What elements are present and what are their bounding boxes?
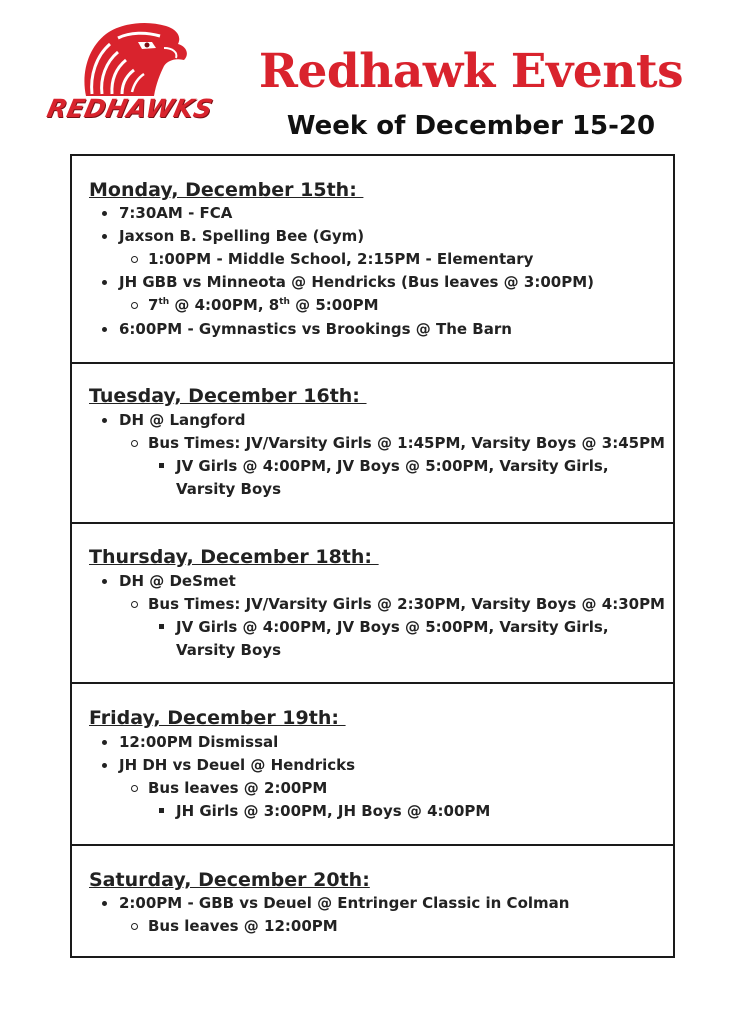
list-item: Jaxson B. Spelling Bee (Gym) [119, 225, 364, 248]
day-section-monday [72, 156, 673, 364]
list-item: Bus leaves @ 2:00PM [148, 777, 327, 800]
list-item: JH GBB vs Minneota @ Hendricks (Bus leaves @ 3:00PM) [119, 271, 594, 294]
logo-wordmark: REDHAWKS [44, 94, 216, 123]
day-heading: Friday, December 19th: [89, 707, 346, 729]
day-heading: Saturday, December 20th: [89, 869, 370, 891]
list-item: 12:00PM Dismissal [119, 731, 278, 754]
events-table [70, 154, 675, 958]
list-item: DH @ DeSmet [119, 570, 236, 593]
page-title: Redhawk Events [258, 44, 684, 99]
day-heading: Monday, December 15th: [89, 179, 364, 201]
list-item: 2:00PM - GBB vs Deuel @ Entringer Classic in Colman [119, 892, 569, 915]
day-heading: Tuesday, December 16th: [89, 385, 367, 407]
list-item: Bus Times: JV/Varsity Girls @ 2:30PM, Varsity Boys @ 4:30PM [148, 593, 665, 616]
day-heading: Thursday, December 18th: [89, 546, 379, 568]
day-section-saturday [72, 846, 673, 956]
list-item: JH DH vs Deuel @ Hendricks [119, 754, 355, 777]
list-item: JV Girls @ 4:00PM, JV Boys @ 5:00PM, Varsity Girls, Varsity Boys [176, 616, 666, 662]
list-item: 6:00PM - Gymnastics vs Brookings @ The Barn [119, 318, 512, 341]
list-item: 7th @ 4:00PM, 8th @ 5:00PM [148, 294, 379, 317]
hawk-head-icon [26, 18, 230, 98]
day-section-thursday [72, 524, 673, 684]
redhawks-logo [26, 18, 230, 130]
day-section-tuesday [72, 364, 673, 524]
list-item: 7:30AM - FCA [119, 202, 232, 225]
list-item: 1:00PM - Middle School, 2:15PM - Elementary [148, 248, 533, 271]
day-section-friday [72, 684, 673, 846]
list-item: JV Girls @ 4:00PM, JV Boys @ 5:00PM, Varsity Girls, Varsity Boys [176, 455, 666, 501]
list-item: JH Girls @ 3:00PM, JH Boys @ 4:00PM [176, 800, 490, 823]
list-item: Bus leaves @ 12:00PM [148, 915, 338, 938]
page-subtitle: Week of December 15-20 [286, 111, 656, 141]
list-item: DH @ Langford [119, 409, 246, 432]
list-item: Bus Times: JV/Varsity Girls @ 1:45PM, Varsity Boys @ 3:45PM [148, 432, 665, 455]
